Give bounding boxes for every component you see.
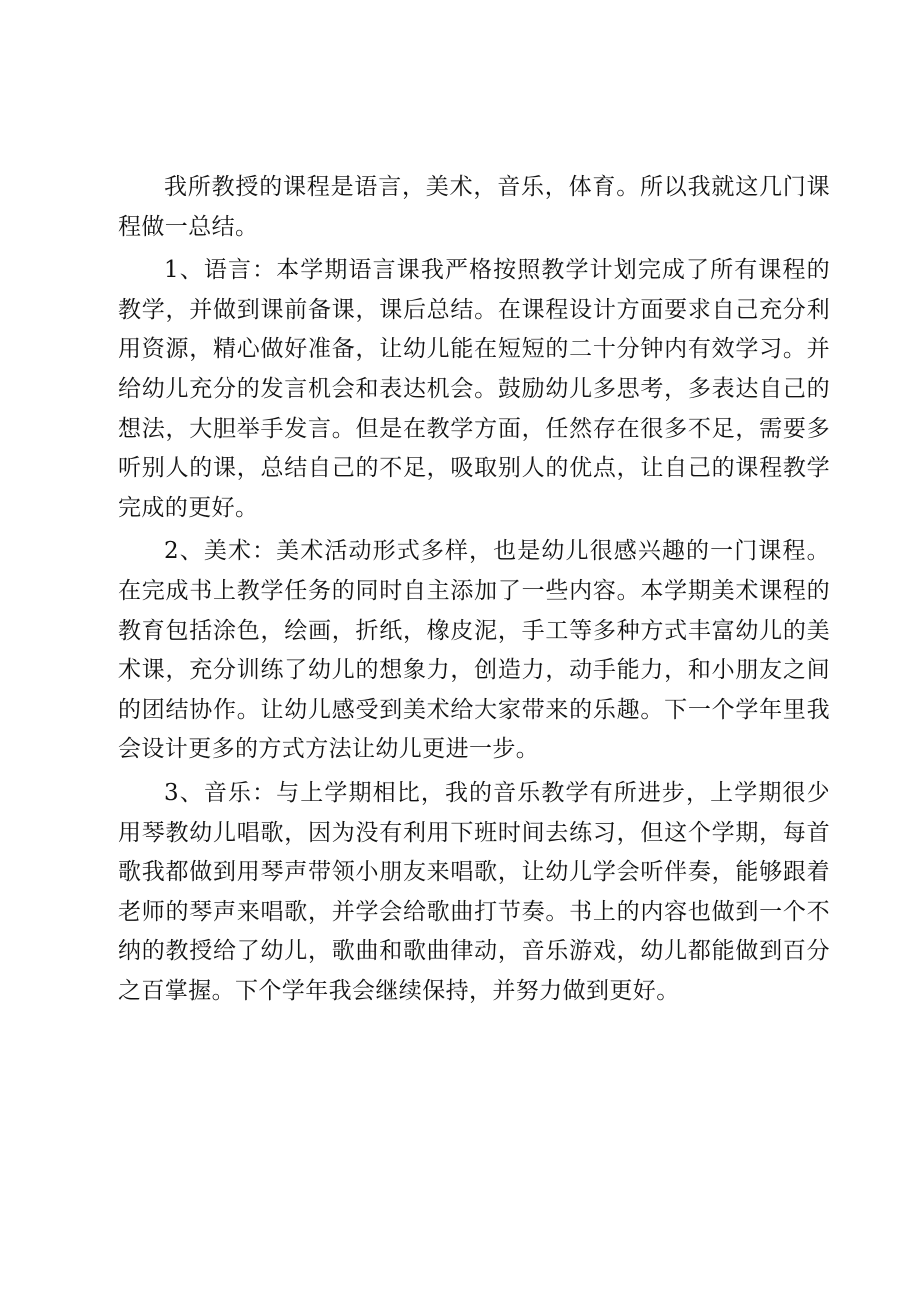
language-paragraph: 1、语言：本学期语言课我严格按照教学计划完成了所有课程的教学，并做到课前备课，课后总结。在课程设计方面要求自己充分利用资源，精心做好准备，让幼儿能在短短的二十分钟内有效学习。并给幼儿充分的发言机会和表达机会。鼓励幼儿多思考，多表达自己的想法，大胆举手发言。但是在教学方面，任然存在很多不足，需要多听别人的课，总结自己的不足，吸取别人的优点，让自己的课程教学完成的更好。	[118, 257, 830, 521]
intro-paragraph: 我所教授的课程是语言，美术，音乐，体育。所以我就这几门课程做一总结。	[118, 174, 830, 240]
document-page	[118, 168, 830, 1011]
music-paragraph: 3、音乐：与上学期相比，我的音乐教学有所进步，上学期很少用琴教幼儿唱歌，因为没有利用下班时间去练习，但这个学期，每首歌我都做到用琴声带领小朋友来唱歌，让幼儿学会听伴奏，能够跟着老师的琴声来唱歌，并学会给歌曲打节奏。书上的内容也做到一个不纳的教授给了幼儿，歌曲和歌曲律动，音乐游戏，幼儿都能做到百分之百掌握。下个学年我会继续保持，并努力做到更好。	[118, 779, 830, 1004]
art-paragraph: 2、美术：美术活动形式多样，也是幼儿很感兴趣的一门课程。在完成书上教学任务的同时自主添加了一些内容。本学期美术课程的教育包括涂色，绘画，折纸，橡皮泥，手工等多种方式丰富幼儿的美术课，充分训练了幼儿的想象力，创造力，动手能力，和小朋友之间的团结协作。让幼儿感受到美术给大家带来的乐趣。下一个学年里我会设计更多的方式方法让幼儿更进一步。	[118, 538, 830, 763]
